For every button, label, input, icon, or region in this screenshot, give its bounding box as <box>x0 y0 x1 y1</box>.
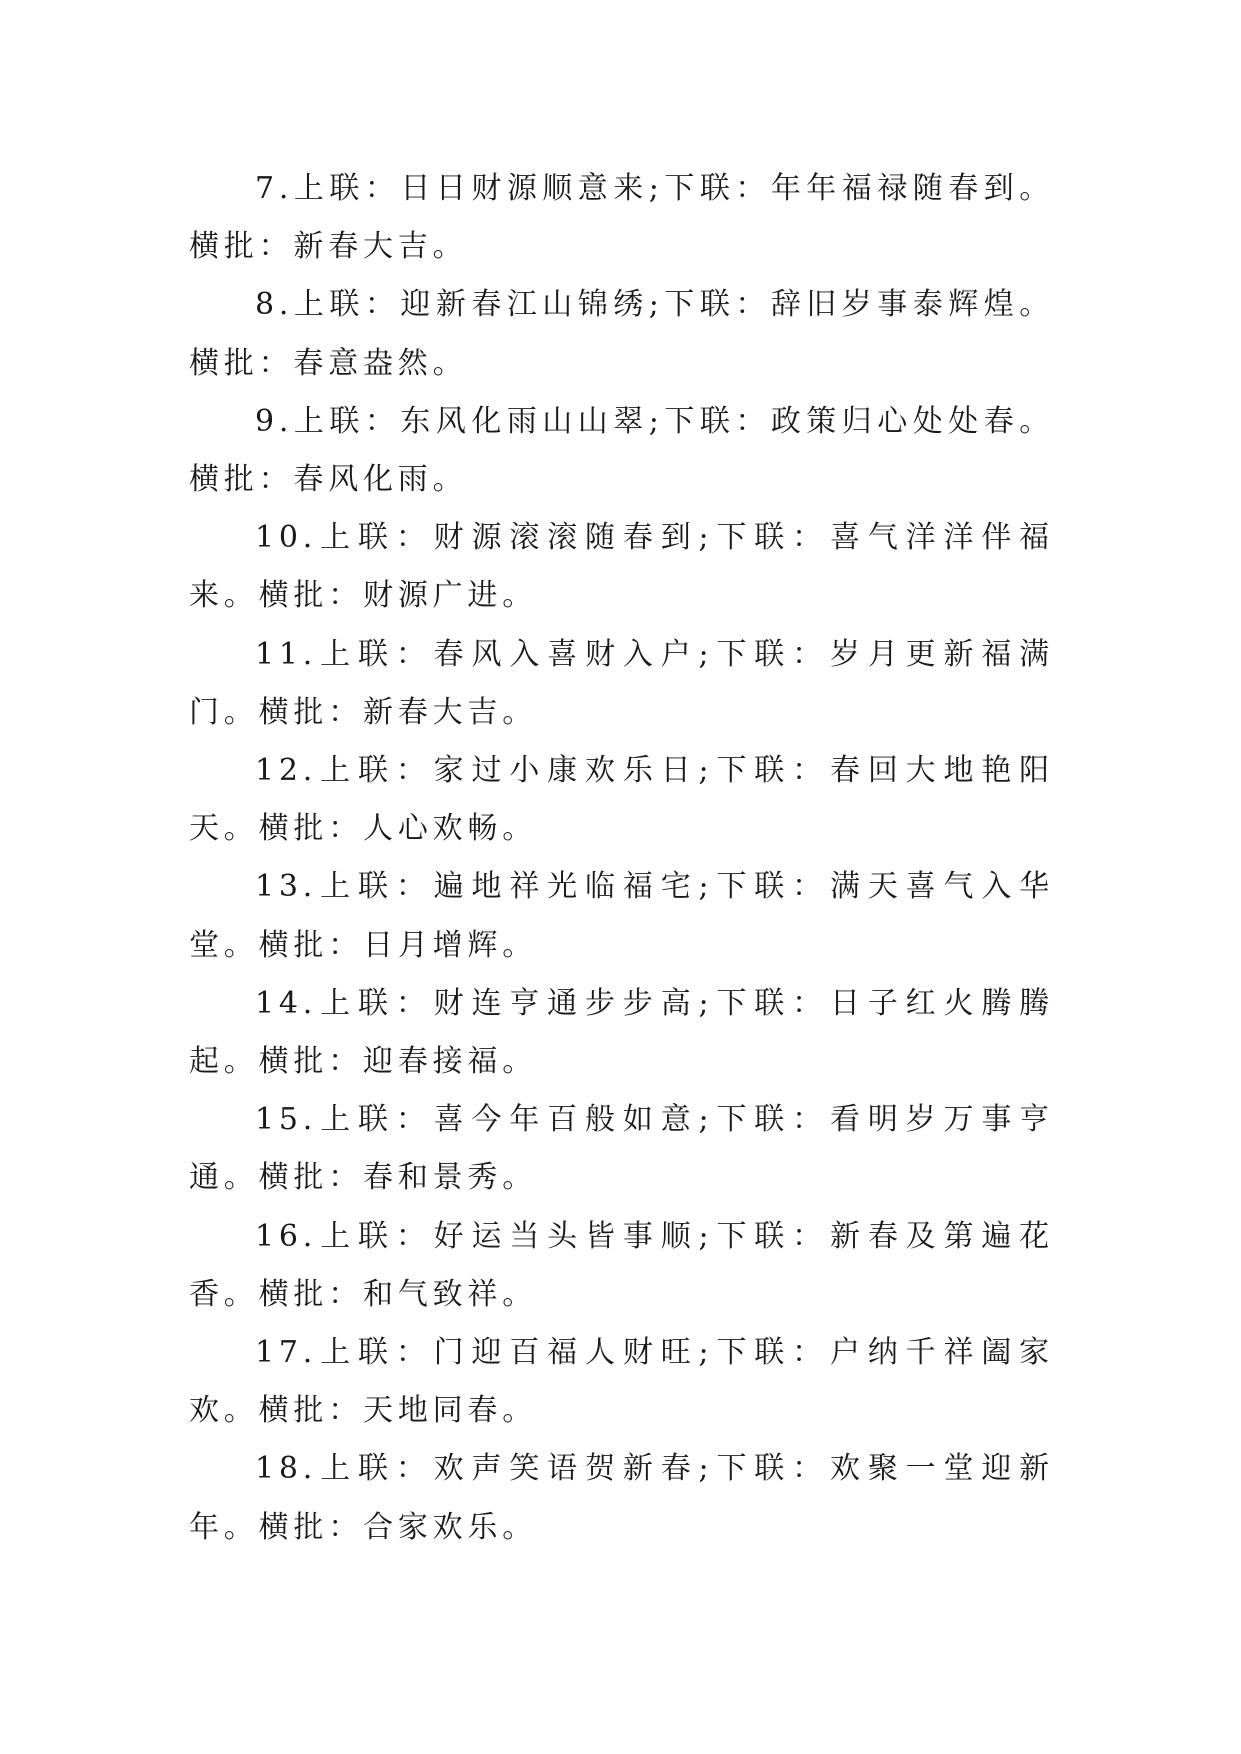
horizontal-label: 横批： <box>258 1276 364 1312</box>
couplet-entry <box>189 1091 1054 1207</box>
entry-number: 11. <box>255 636 318 672</box>
entry-number: 14. <box>255 985 318 1021</box>
upper-couplet: 家过小康欢乐日; <box>433 753 714 789</box>
entry-number: 8. <box>255 287 294 323</box>
entry-number: 16. <box>255 1218 318 1254</box>
upper-label: 上联： <box>317 753 434 789</box>
couplet-list <box>189 160 1054 1557</box>
horizontal-scroll: 春风化雨。 <box>293 462 468 498</box>
couplet-entry <box>189 160 1054 276</box>
upper-label: 上联： <box>317 636 434 672</box>
upper-couplet: 门迎百福人财旺; <box>433 1335 714 1371</box>
lower-label: 下联： <box>713 1451 830 1487</box>
couplet-entry <box>189 626 1054 742</box>
lower-label: 下联： <box>713 1335 830 1371</box>
upper-label: 上联： <box>293 171 401 206</box>
couplet-entry <box>189 276 1054 392</box>
entry-number: 13. <box>255 869 318 905</box>
horizontal-scroll: 天地同春。 <box>363 1393 538 1429</box>
lower-label: 下联： <box>663 403 771 439</box>
lower-couplet: 春回大地艳阳天。 <box>189 753 1054 847</box>
lower-label: 下联： <box>713 636 830 672</box>
horizontal-scroll: 合家欢乐。 <box>363 1509 538 1545</box>
entry-number: 12. <box>255 753 318 789</box>
horizontal-scroll: 春和景秀。 <box>363 1160 538 1196</box>
horizontal-scroll: 财源广进。 <box>363 578 538 614</box>
couplet-entry <box>189 509 1054 625</box>
couplet-entry <box>189 1440 1054 1556</box>
lower-label: 下联： <box>713 1102 830 1138</box>
horizontal-label: 横批： <box>189 229 294 265</box>
lower-couplet: 年年福禄随春到。 <box>770 171 1054 206</box>
horizontal-scroll: 新春大吉。 <box>363 694 538 730</box>
couplet-entry <box>189 975 1054 1091</box>
upper-couplet: 财源滚滚随春到; <box>433 520 714 556</box>
horizontal-label: 横批： <box>258 927 364 963</box>
horizontal-scroll: 新春大吉。 <box>293 229 468 265</box>
lower-label: 下联： <box>713 520 830 556</box>
upper-label: 上联： <box>317 1102 434 1138</box>
horizontal-scroll: 春意盎然。 <box>293 345 468 381</box>
horizontal-label: 横批： <box>258 1160 364 1196</box>
upper-label: 上联： <box>317 869 434 905</box>
horizontal-scroll: 和气致祥。 <box>363 1276 538 1312</box>
lower-label: 下联： <box>713 1218 830 1254</box>
couplet-entry <box>189 858 1054 974</box>
upper-label: 上联： <box>317 520 434 556</box>
horizontal-scroll: 人心欢畅。 <box>363 811 538 847</box>
couplet-entry <box>189 1208 1054 1324</box>
upper-label: 上联： <box>293 403 401 439</box>
lower-label: 下联： <box>713 985 830 1021</box>
horizontal-scroll: 日月增辉。 <box>363 927 538 963</box>
entry-number: 18. <box>255 1451 318 1487</box>
upper-label: 上联： <box>293 287 401 323</box>
horizontal-scroll: 迎春接福。 <box>363 1044 538 1080</box>
upper-couplet: 迎新春江山锦绣; <box>400 287 664 323</box>
lower-label: 下联： <box>663 171 771 206</box>
horizontal-label: 横批： <box>258 811 364 847</box>
upper-label: 上联： <box>317 1335 434 1371</box>
entry-number: 9. <box>255 403 294 439</box>
lower-label: 下联： <box>713 753 830 789</box>
horizontal-label: 横批： <box>258 1044 364 1080</box>
upper-couplet: 喜今年百般如意; <box>433 1102 714 1138</box>
entry-number: 17. <box>255 1335 318 1371</box>
couplet-entry <box>189 1324 1054 1440</box>
lower-couplet: 户纳千祥阖家欢。 <box>189 1335 1054 1429</box>
upper-couplet: 好运当头皆事顺; <box>433 1218 714 1254</box>
horizontal-label: 横批： <box>258 578 364 614</box>
entry-number: 7. <box>255 171 294 206</box>
lower-couplet: 喜气洋洋伴福来。 <box>189 520 1054 614</box>
upper-couplet: 财连亨通步步高; <box>433 985 714 1021</box>
lower-couplet: 政策归心处处春。 <box>770 403 1054 439</box>
lower-couplet: 辞旧岁事泰辉煌。 <box>770 287 1054 323</box>
horizontal-label: 横批： <box>258 1393 364 1429</box>
lower-couplet: 岁月更新福满门。 <box>189 636 1054 730</box>
upper-couplet: 东风化雨山山翠; <box>400 403 664 439</box>
upper-couplet: 欢声笑语贺新春; <box>433 1451 714 1487</box>
horizontal-label: 横批： <box>189 462 294 498</box>
upper-couplet: 春风入喜财入户; <box>433 636 714 672</box>
lower-couplet: 日子红火腾腾起。 <box>189 985 1054 1080</box>
upper-label: 上联： <box>317 1451 434 1487</box>
horizontal-label: 横批： <box>258 694 364 730</box>
lower-couplet: 新春及第遍花香。 <box>189 1218 1054 1312</box>
upper-label: 上联： <box>317 1218 434 1254</box>
lower-couplet: 满天喜气入华堂。 <box>189 869 1054 963</box>
lower-label: 下联： <box>713 869 830 905</box>
lower-couplet: 欢聚一堂迎新年。 <box>189 1451 1054 1545</box>
upper-couplet: 遍地祥光临福宅; <box>433 869 714 905</box>
lower-label: 下联： <box>663 287 771 323</box>
couplet-entry <box>189 393 1054 509</box>
upper-couplet: 日日财源顺意来; <box>400 171 664 206</box>
lower-couplet: 看明岁万事亨通。 <box>189 1102 1054 1196</box>
entry-number: 10. <box>255 520 318 556</box>
upper-label: 上联： <box>317 985 434 1021</box>
horizontal-label: 横批： <box>258 1509 364 1545</box>
entry-number: 15. <box>255 1102 318 1138</box>
horizontal-label: 横批： <box>189 345 294 381</box>
couplet-entry <box>189 742 1054 858</box>
